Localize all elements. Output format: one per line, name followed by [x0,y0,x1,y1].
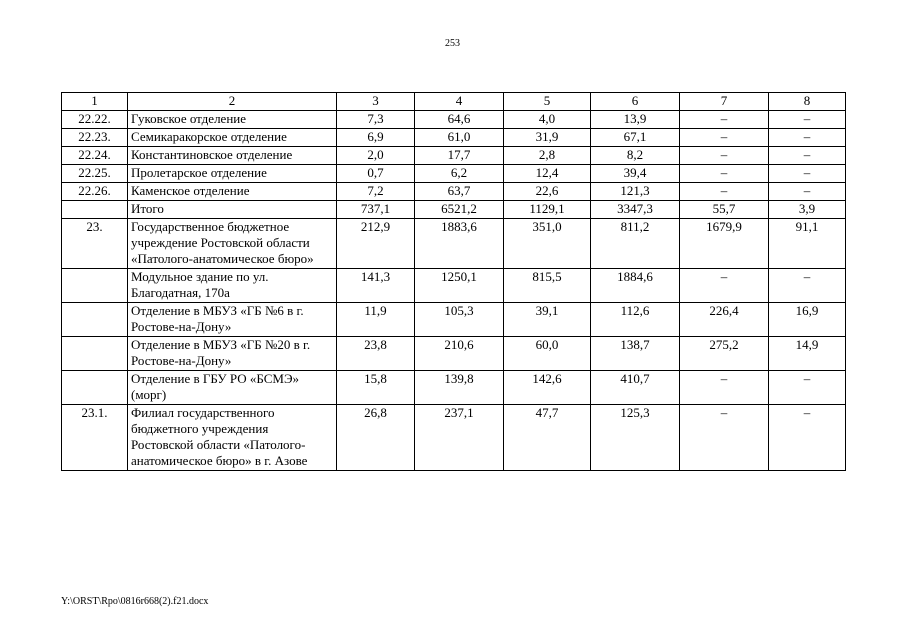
table-cell: – [680,371,769,405]
table-cell: 22.25. [62,165,128,183]
table-cell: 139,8 [415,371,504,405]
table-cell: 121,3 [591,183,680,201]
table-cell: 13,9 [591,111,680,129]
table-cell: 64,6 [415,111,504,129]
table-cell: 815,5 [504,269,591,303]
table-cell: 142,6 [504,371,591,405]
table-cell: 12,4 [504,165,591,183]
table-cell: – [680,269,769,303]
table-cell: 7,2 [337,183,415,201]
table-cell: – [680,183,769,201]
table-cell: 15,8 [337,371,415,405]
table-row [62,303,846,337]
table-cell: 26,8 [337,405,415,471]
table-cell: 212,9 [337,219,415,269]
table-row [62,201,846,219]
table-cell [62,337,128,371]
table-cell: Отделение в ГБУ РО «БСМЭ» (морг) [128,371,337,405]
table-cell: 63,7 [415,183,504,201]
table-cell: 91,1 [769,219,846,269]
table-cell: – [769,147,846,165]
table-cell: 31,9 [504,129,591,147]
table-cell: 23,8 [337,337,415,371]
table-cell: 7,3 [337,111,415,129]
table-cell: 237,1 [415,405,504,471]
table-cell: 22,6 [504,183,591,201]
table-cell: 1883,6 [415,219,504,269]
table-cell: 0,7 [337,165,415,183]
table-cell: Филиал государственного бюджетного учреждения Ростовской области «Патолого-анатомическое бюро» в г. Азове [128,405,337,471]
header-cell: 3 [337,93,415,111]
table-cell: 47,7 [504,405,591,471]
table-cell: 141,3 [337,269,415,303]
table-cell: 16,9 [769,303,846,337]
table-cell [62,303,128,337]
table-cell: Государственное бюджетное учреждение Ростовской области «Патолого-анатомическое бюро» [128,219,337,269]
table-cell: 210,6 [415,337,504,371]
table-cell: Константиновское отделение [128,147,337,165]
table-cell: 11,9 [337,303,415,337]
table-cell: 22.24. [62,147,128,165]
table-cell: 60,0 [504,337,591,371]
header-cell: 4 [415,93,504,111]
table-cell: 3,9 [769,201,846,219]
table-cell: 17,7 [415,147,504,165]
header-cell: 7 [680,93,769,111]
table-cell: 275,2 [680,337,769,371]
table-cell: – [769,269,846,303]
table-cell: 67,1 [591,129,680,147]
table-cell: – [769,129,846,147]
table-cell: 3347,3 [591,201,680,219]
header-cell: 1 [62,93,128,111]
table-cell: 8,2 [591,147,680,165]
table-cell: 1129,1 [504,201,591,219]
table-row [62,129,846,147]
table-cell: 1250,1 [415,269,504,303]
table-cell: 226,4 [680,303,769,337]
table-cell: 23. [62,219,128,269]
table-cell: 22.22. [62,111,128,129]
table-cell: 23.1. [62,405,128,471]
table-cell: 14,9 [769,337,846,371]
table-cell: – [769,371,846,405]
table-cell: 811,2 [591,219,680,269]
table-cell: 351,0 [504,219,591,269]
table-cell: 1884,6 [591,269,680,303]
table-cell: 112,6 [591,303,680,337]
table-cell: 39,1 [504,303,591,337]
table-row [62,147,846,165]
page-number: 253 [445,38,460,49]
table-cell: Итого [128,201,337,219]
table-cell [62,201,128,219]
table-cell: 6,2 [415,165,504,183]
table-row [62,219,846,269]
table-cell: – [680,165,769,183]
table-cell: 6,9 [337,129,415,147]
table-header-row [62,93,846,111]
table-cell: 22.26. [62,183,128,201]
table-cell: 61,0 [415,129,504,147]
table-cell [62,371,128,405]
table-cell: – [680,129,769,147]
table-cell: 4,0 [504,111,591,129]
table-cell: – [680,405,769,471]
table-cell: Пролетарское отделение [128,165,337,183]
table-cell: Отделение в МБУЗ «ГБ №20 в г. Ростове-на-Дону» [128,337,337,371]
table-cell: 1679,9 [680,219,769,269]
table-row [62,337,846,371]
header-cell: 6 [591,93,680,111]
table-cell: – [680,111,769,129]
table-cell: 410,7 [591,371,680,405]
table-cell: 138,7 [591,337,680,371]
table-cell: 2,8 [504,147,591,165]
table-cell: 55,7 [680,201,769,219]
table-row [62,405,846,471]
table-cell: 2,0 [337,147,415,165]
table-row [62,371,846,405]
table-row [62,111,846,129]
table-cell: – [680,147,769,165]
table-cell: Отделение в МБУЗ «ГБ №6 в г. Ростове-на-Дону» [128,303,337,337]
table-cell: 125,3 [591,405,680,471]
table-cell: Гуковское отделение [128,111,337,129]
table-cell: Модульное здание по ул. Благодатная, 170а [128,269,337,303]
footer-file-path: Y:\ORST\Rpo\0816r668(2).f21.docx [61,596,209,607]
table-row [62,165,846,183]
table-row [62,183,846,201]
table-cell: 22.23. [62,129,128,147]
table-cell: – [769,165,846,183]
header-cell: 2 [128,93,337,111]
table-cell [62,269,128,303]
table-cell: Семикаракорское отделение [128,129,337,147]
table-cell: – [769,183,846,201]
header-cell: 8 [769,93,846,111]
table-cell: 6521,2 [415,201,504,219]
table-cell: – [769,111,846,129]
table-row [62,269,846,303]
table-cell: 39,4 [591,165,680,183]
table-cell: Каменское отделение [128,183,337,201]
header-cell: 5 [504,93,591,111]
table-cell: 105,3 [415,303,504,337]
table-cell: – [769,405,846,471]
data-table [61,92,846,471]
table-cell: 737,1 [337,201,415,219]
